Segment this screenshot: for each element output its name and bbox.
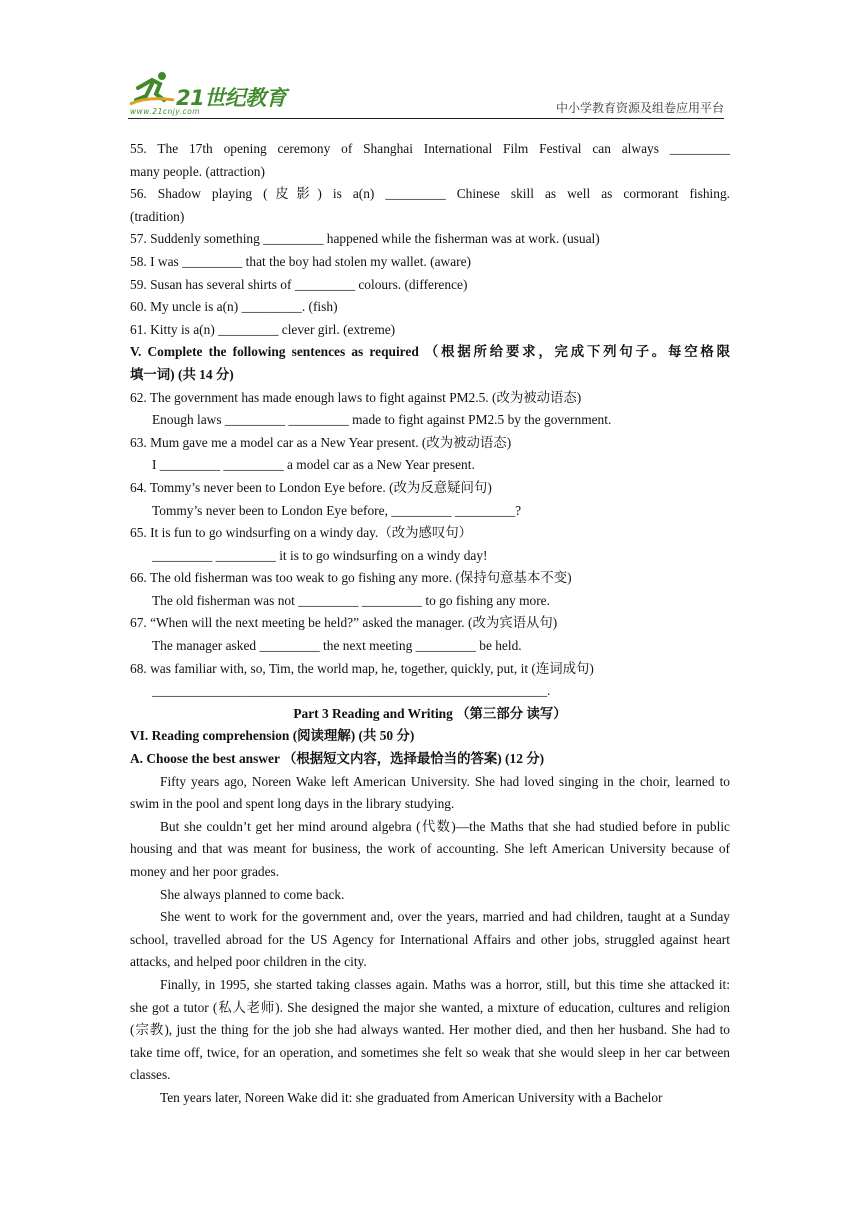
answer-65: _________ _________ it is to go windsurfing on a windy day! <box>152 547 488 563</box>
passage-paragraph-3: She always planned to come back. <box>160 886 345 902</box>
section-6a-title: A. Choose the best answer （根据短文内容，选择最恰当的答案) (12 分) <box>130 751 545 767</box>
answer-68: ___________________________________________________________. <box>152 683 551 699</box>
worksheet-content <box>130 138 730 1110</box>
question-66: 66. The old fisherman was too weak to go fishing any more. (保持句意基本不变) <box>130 570 572 586</box>
question-59: 59. Susan has several shirts of _________ colours. (difference) <box>130 276 468 292</box>
passage-paragraph-1: Fifty years ago, Noreen Wake left American University. She had loved singing in the choir, learned to swim in the pool and spent long days in the library studying. <box>130 773 730 812</box>
section-5-title: V. Complete the following sentences as required （根据所给要求，完成下列句子。每空格限 <box>130 344 730 360</box>
question-63: 63. Mum gave me a model car as a New Year present. (改为被动语态) <box>130 434 512 450</box>
question-61: 61. Kitty is a(n) _________ clever girl. (extreme) <box>130 321 396 337</box>
passage-paragraph-2: But she couldn’t get her mind around algebra (代数)—the Maths that she had studied before in public housing and that was meant for business, the work of accounting. She left American University because of money and her poor grades. <box>130 818 730 879</box>
passage-paragraph-6: Ten years later, Noreen Wake did it: she graduated from American University with a Bachelor <box>160 1089 663 1105</box>
header-divider <box>128 118 724 119</box>
section-5-title-cont: 填一词) (共 14 分) <box>130 366 234 382</box>
question-64: 64. Tommy’s never been to London Eye before. (改为反意疑问句) <box>130 479 492 495</box>
answer-62: Enough laws _________ _________ made to fight against PM2.5 by the government. <box>152 412 612 428</box>
question-55-line2: many people. (attraction) <box>130 163 265 179</box>
question-68: 68. was familiar with, so, Tim, the world map, he, together, quickly, put, it (连词成句) <box>130 660 594 676</box>
question-67: 67. “When will the next meeting be held?” asked the manager. (改为宾语从句) <box>130 615 558 631</box>
question-56-line1: 56. Shadow playing (皮影) is a(n) _________ Chinese skill as well as cormorant fishing. <box>130 186 730 202</box>
part-3-title: Part 3 Reading and Writing （第三部分 读写） <box>293 705 567 721</box>
answer-64: Tommy’s never been to London Eye before, _________ _________? <box>152 502 522 518</box>
question-58: 58. I was _________ that the boy had stolen my wallet. (aware) <box>130 253 472 269</box>
logo-url: www.21cnjy.com <box>130 107 201 116</box>
section-6-title: VI. Reading comprehension (阅读理解) (共 50 分) <box>130 728 415 744</box>
question-62: 62. The government has made enough laws to fight against PM2.5. (改为被动语态) <box>130 389 582 405</box>
question-57: 57. Suddenly something _________ happened while the fisherman was at work. (usual) <box>130 231 600 247</box>
page-header <box>128 66 726 118</box>
question-65: 65. It is fun to go windsurfing on a windy day.（改为感叹句） <box>130 525 473 541</box>
answer-63: I _________ _________ a model car as a New Year present. <box>152 457 475 473</box>
passage-paragraph-5: Finally, in 1995, she started taking classes again. Maths was a horror, still, but this time she attacked it: she got a tutor (私人老师). She designed the major she wanted, a mixture of education, cultures and religion (宗教), just the thing for the job she had always wanted. Her mother died, and then her husband. She had to take time off, twice, for an operation, and sometimes she felt so weak that she would sleep in her car between classes. <box>130 976 730 1083</box>
logo-text: 21世纪教育 <box>176 86 287 110</box>
question-55-line1: 55. The 17th opening ceremony of Shanghai International Film Festival can always _________ <box>130 141 730 156</box>
answer-67: The manager asked _________ the next meeting _________ be held. <box>152 638 522 654</box>
question-56-line2: (tradition) <box>130 208 185 224</box>
logo <box>128 70 288 116</box>
platform-name: 中小学教育资源及组卷应用平台 <box>555 101 724 115</box>
answer-66: The old fisherman was not _________ _________ to go fishing any more. <box>152 592 550 608</box>
passage-paragraph-4: She went to work for the government and, over the years, married and had children, taught at a Sunday school, travelled abroad for the US Agency for International Affairs and other jobs, struggled against heart attacks, and helped poor children in the city. <box>130 909 730 970</box>
runner-logo-icon <box>128 70 178 110</box>
question-60: 60. My uncle is a(n) _________. (fish) <box>130 299 338 315</box>
